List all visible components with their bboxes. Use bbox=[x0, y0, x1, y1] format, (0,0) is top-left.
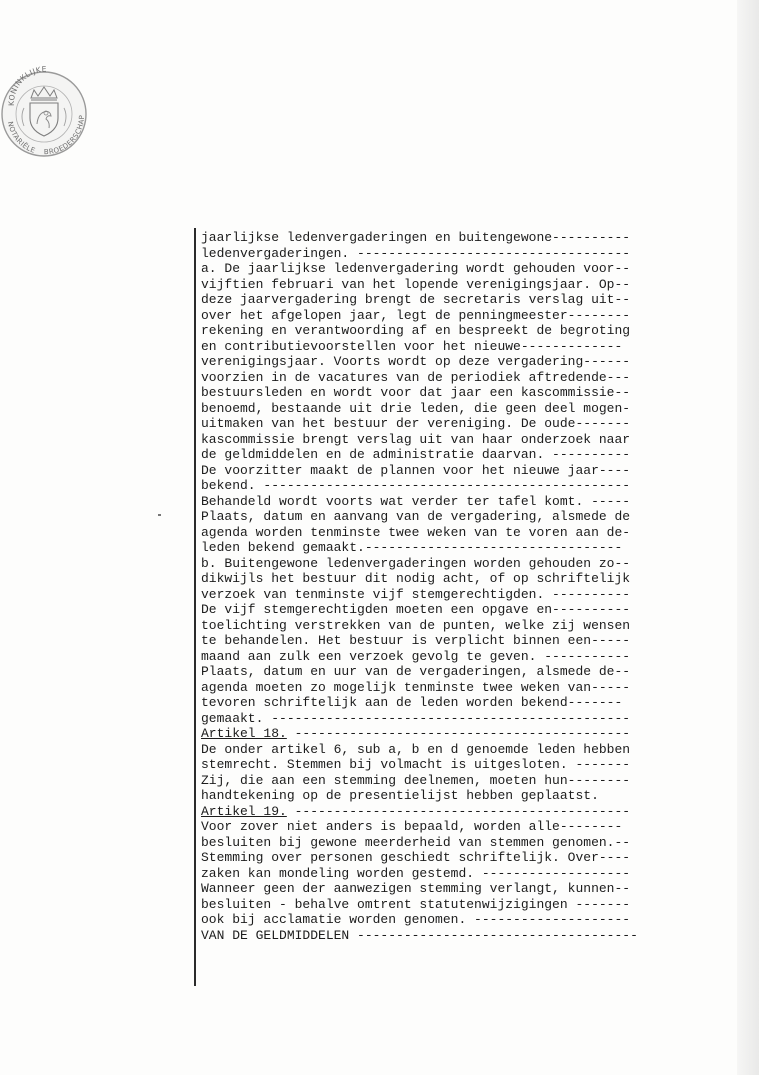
text-line: benoemd, bestaande uit drie leden, die geen deel mogen- bbox=[201, 400, 631, 416]
dash-filler: ------------------------------------------- bbox=[286, 803, 631, 819]
text-line: te behandelen. Het bestuur is verplicht binnen een----- bbox=[201, 633, 631, 648]
text-line: ledenvergaderingen. ----------------------------------- bbox=[201, 245, 631, 261]
article-heading-line bbox=[201, 804, 731, 820]
text-line: over het afgelopen jaar, legt de penningmeester-------- bbox=[201, 307, 631, 323]
seal-emblem-icon bbox=[0, 52, 88, 160]
text-line: b. Buitengewone ledenvergaderingen worden gehouden zo-- bbox=[201, 555, 631, 571]
article-heading: Artikel 18. bbox=[201, 726, 287, 741]
text-line: Stemming over personen geschiedt schriftelijk. Over---- bbox=[201, 850, 631, 865]
text-line: Plaats, datum en uur van de vergaderingen, alsmede de-- bbox=[201, 664, 631, 679]
text-line: dikwijls het bestuur dit nodig acht, of op schriftelijk bbox=[201, 571, 631, 586]
text-line: stemrecht. Stemmen bij volmacht is uitgesloten. ------- bbox=[201, 757, 631, 772]
text-line: agenda moeten zo mogelijk tenminste twee weken van----- bbox=[201, 679, 631, 695]
text-line: en contributievoorstellen voor het nieuwe------------- bbox=[201, 338, 623, 354]
text-line: De vijf stemgerechtigden moeten een opgave en---------- bbox=[201, 602, 631, 617]
text-line: bestuursleden en wordt voor dat jaar een kascommissie-- bbox=[201, 385, 631, 400]
text-line: zaken kan mondeling worden gestemd. ------------------- bbox=[201, 865, 631, 881]
text-line: toelichting verstrekken van de punten, welke zij wensen bbox=[201, 617, 631, 633]
dash-filler: ------------------------------------------- bbox=[286, 726, 631, 741]
text-line: De onder artikel 6, sub a, b en d genoemde leden hebben bbox=[201, 741, 631, 757]
text-line: VAN DE GELDMIDDELEN ------------------------------------ bbox=[201, 927, 638, 943]
text-line: leden bekend gemaakt.--------------------------------- bbox=[201, 540, 623, 555]
page-edge-shadow bbox=[737, 0, 759, 1075]
text-line: De voorzitter maakt de plannen voor het nieuwe jaar---- bbox=[201, 462, 631, 478]
text-line: rekening en verantwoording af en bespreekt de begroting bbox=[201, 323, 631, 338]
text-line: vijftien februari van het lopende verenigingsjaar. Op-- bbox=[201, 276, 631, 292]
seal-text-right: BROEDERSCHAP bbox=[43, 114, 87, 157]
text-line: kascommissie brengt verslag uit van haar onderzoek naar bbox=[201, 431, 631, 447]
typed-text-body bbox=[201, 230, 731, 943]
text-line: voorzien in de vacatures van de periodiek aftredende--- bbox=[201, 369, 631, 385]
text-line: ook bij acclamatie worden genomen. -------------------- bbox=[201, 912, 631, 927]
text-line: besluiten bij gewone meerderheid van stemmen genomen.-- bbox=[201, 834, 631, 850]
text-line: Wanneer geen der aanwezigen stemming verlangt, kunnen-- bbox=[201, 881, 631, 896]
text-line: Plaats, datum en aanvang van de vergadering, alsmede de bbox=[201, 509, 631, 524]
article-heading-line bbox=[201, 726, 731, 742]
text-line: agenda worden tenminste twee weken van te voren aan de- bbox=[201, 524, 631, 540]
text-line: maand aan zulk een verzoek gevolg te geven. ----------- bbox=[201, 648, 631, 664]
seal-text-top: KONINKLIJKE bbox=[6, 64, 48, 107]
left-margin-rule bbox=[194, 228, 196, 986]
text-line: de geldmiddelen en de administratie daarvan. ---------- bbox=[201, 447, 631, 462]
text-line: gemaakt. ---------------------------------------------- bbox=[201, 710, 631, 726]
article-heading: Artikel 19. bbox=[201, 803, 287, 819]
text-line: a. De jaarlijkse ledenvergadering wordt gehouden voor-- bbox=[201, 261, 631, 276]
text-line: verzoek van tenminste vijf stemgerechtigden. ---------- bbox=[201, 586, 631, 602]
text-line: besluiten - behalve omtrent statutenwijzigingen ------- bbox=[201, 896, 631, 912]
text-line: tevoren schriftelijk aan de leden worden bekend------- bbox=[201, 695, 623, 710]
notary-seal bbox=[0, 52, 88, 160]
scan-speck bbox=[158, 514, 161, 516]
text-line: Zij, die aan een stemming deelnemen, moeten hun-------- bbox=[201, 772, 631, 788]
text-line: uitmaken van het bestuur der vereniging. De oude------- bbox=[201, 416, 631, 431]
text-line: verenigingsjaar. Voorts wordt op deze vergadering------ bbox=[201, 354, 631, 369]
text-line: jaarlijkse ledenvergaderingen en buitengewone---------- bbox=[201, 230, 631, 245]
text-line: deze jaarvergadering brengt de secretaris verslag uit-- bbox=[201, 292, 631, 307]
text-line: handtekening op de presentielijst hebben geplaatst. bbox=[201, 788, 599, 803]
text-line: Behandeld wordt voorts wat verder ter tafel komt. ----- bbox=[201, 493, 631, 509]
seal-text-left: NOTARIËLE bbox=[5, 120, 37, 155]
text-line: Voor zover niet anders is bepaald, worden alle-------- bbox=[201, 819, 623, 834]
text-line: bekend. ----------------------------------------------- bbox=[201, 478, 631, 493]
